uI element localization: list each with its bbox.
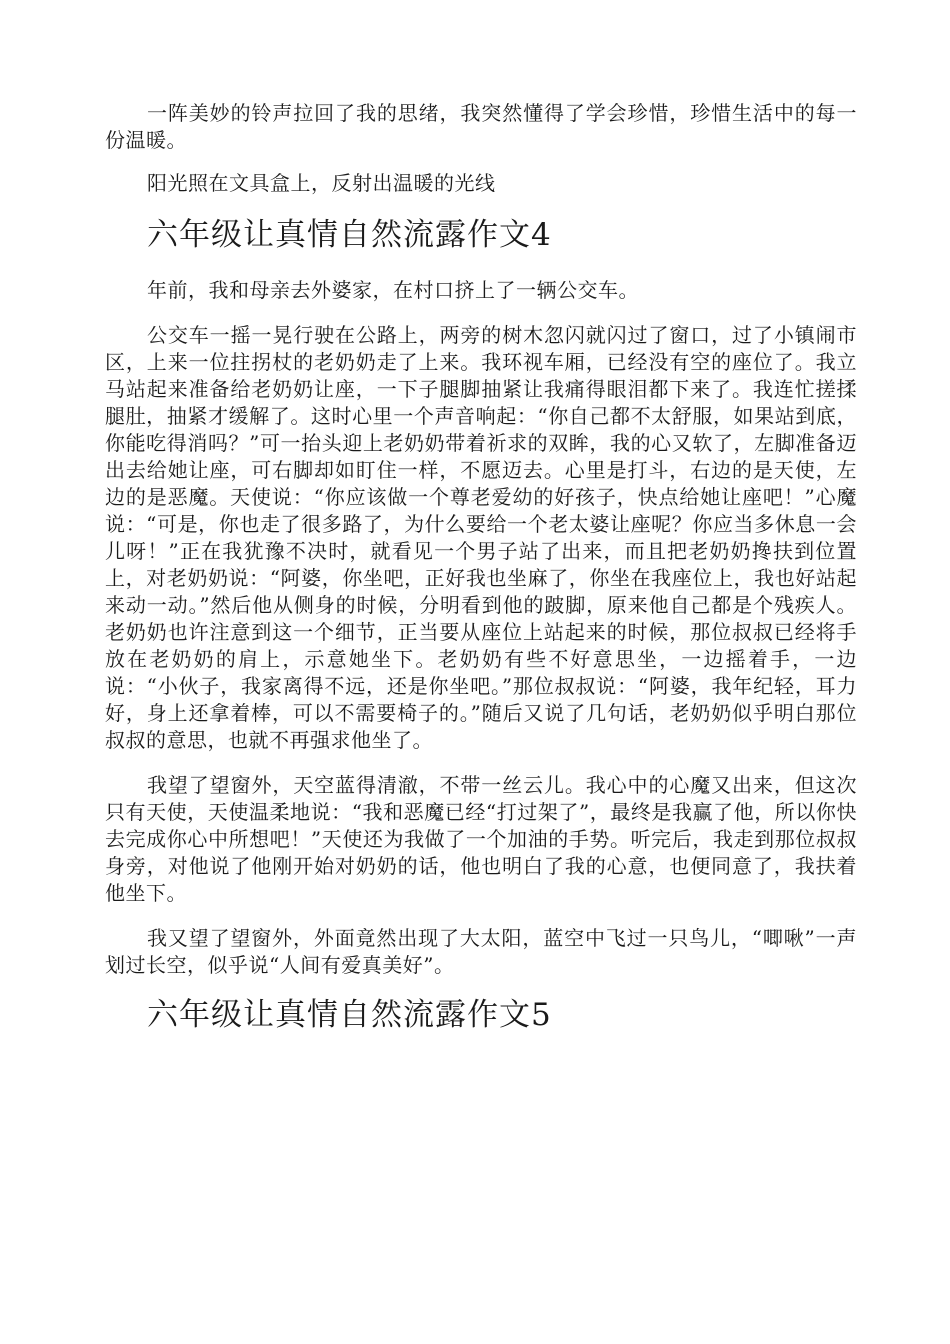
paragraph-essay-4-intro: 年前，我和母亲去外婆家，在村口挤上了一辆公交车。 xyxy=(147,278,639,302)
paragraph-essay-4-window: 我望了望窗外，天空蓝得清澈，不带一丝云儿。我心中的心魔又出来，但这次只有天使，天使温柔地说：“我和恶魔已经“打过架了”，最终是我赢了他，所以你快去完成你心中所想吧！”天使还为我做了一个加油的手势。听完后，我走到那位叔叔身旁，对他说了他刚开始对奶奶的话，他也明白了我的心意，也便同意了，我扶着他坐下。 xyxy=(105,773,857,905)
paragraph-sunlight: 阳光照在文具盒上，反射出温暖的光线 xyxy=(147,171,496,195)
paragraph-essay-4-ending: 我又望了望窗外，外面竟然出现了大太阳，蓝空中飞过一只鸟儿，“唧啾”一声划过长空，似乎说“人间有爱真美好”。 xyxy=(105,926,857,977)
heading-essay-5: 六年级让真情自然流露作文5 xyxy=(147,997,552,1033)
heading-essay-4: 六年级让真情自然流露作文4 xyxy=(147,217,552,253)
document-page xyxy=(105,100,857,1057)
paragraph-closing-essay-3: 一阵美妙的铃声拉回了我的思绪，我突然懂得了学会珍惜，珍惜生活中的每一份温暖。 xyxy=(105,101,857,152)
paragraph-essay-4-bus: 公交车一摇一晃行驶在公路上，两旁的树木忽闪就闪过了窗口，过了小镇闹市区，上来一位拄拐杖的老奶奶走了上来。我环视车厢，已经没有空的座位了。我立马站起来准备给老奶奶让座，一下子腿脚抽紧让我痛得眼泪都下来了。我连忙搓揉腿肚，抽紧才缓解了。这时心里一个声音响起：“你自己都不太舒服，如果站到底，你能吃得消吗？”可一抬头迎上老奶奶带着祈求的双眸，我的心又软了，左脚准备迈出去给她让座，可右脚却如盯住一样，不愿迈去。心里是打斗，右边的是天使，左边的是恶魔。天使说：“你应该做一个尊老爱幼的好孩子，快点给她让座吧！”心魔说：“可是，你也走了很多路了，为什么要给一个老太婆让座呢？你应当多休息一会儿呀！”正在我犹豫不决时，就看见一个男子站了出来，而且把老奶奶搀扶到位置上，对老奶奶说：“阿婆，你坐吧，正好我也坐麻了，你坐在我座位上，我也好站起来动一动。”然后他从侧身的时候，分明看到他的跛脚，原来他自己都是个残疾人。老奶奶也许注意到这一个细节，正当要从座位上站起来的时候，那位叔叔已经将手放在老奶奶的肩上，示意她坐下。老奶奶有些不好意思坐，一边摇着手，一边说：“小伙子，我家离得不远，还是你坐吧。”那位叔叔说：“阿婆，我年纪轻，耳力好，身上还拿着棒，可以不需要椅子的。”随后又说了几句话，老奶奶似乎明白那位叔叔的意思，也就不再强求他坐了。 xyxy=(105,323,857,752)
